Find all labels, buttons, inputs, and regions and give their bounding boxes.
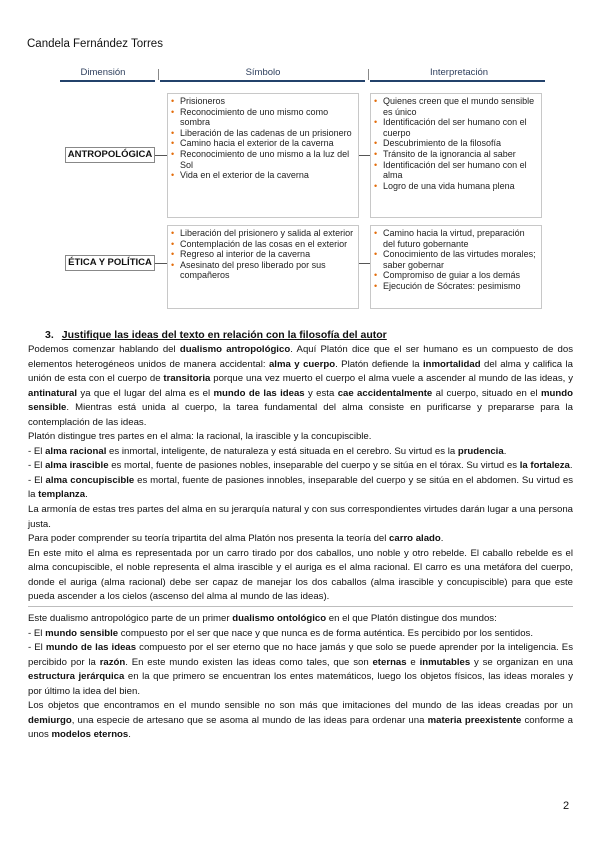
table-list-item: • Asesinato del preso liberado por sus compañeros [171,260,355,281]
table-list-item: • Tránsito de la ignorancia al saber [374,149,538,160]
text-run: en el que Platón distingue dos mundos: [326,613,497,624]
row1-interpretacion-list [374,96,538,191]
row1-simbolo-list [171,96,355,181]
table-list-item: • Regreso al interior de la caverna [171,249,355,260]
paragraph [28,627,573,642]
text-run: es inmortal, inteligente, de naturaleza y está situada en el cerebro. Su virtud es la [106,445,458,457]
connector [359,263,370,264]
text-run: . [128,729,131,741]
connector [359,155,370,156]
bold-text: inmortalidad [423,358,481,370]
text-run: Platón distingue tres partes en el alma: la racional, la irascible y la concupiscible. [28,431,372,443]
text-run: compuesto por el ser que nace y que nunca es de forma auténtica. Es percibido por los sentidos. [118,627,533,639]
bold-text: alma y cuerpo [268,358,336,370]
table-list-item: • Liberación del prisionero y salida al exterior [171,228,355,239]
bold-text: eternas [372,656,407,668]
table-list-item: • Descubrimiento de la filosofía [374,138,538,149]
dimension-etica-politica: ÉTICA Y POLÍTICA [65,255,155,271]
text-run: . Aquí Platón dice que el ser humano es un compuesto de dos elementos heterogéneos unidos de manera accidental: [28,344,573,370]
page-number: 2 [563,800,570,812]
header-rule [160,80,365,82]
bold-text: la fortaleza [519,460,570,472]
paragraph [28,459,573,474]
section-divider [28,606,573,607]
table-list-item: • Identificación del ser humano con el alma [374,160,538,181]
bold-text: prudencia [457,445,504,457]
text-run: La armonía de estas tres partes del alma en su jerarquía natural y con sus correspondientes virtudes darán lugar a una persona justa. [28,504,573,530]
author-name: Candela Fernández Torres [27,38,163,50]
text-run: conforme a unos [28,714,573,741]
text-run: - El [28,627,46,639]
text-run: Para poder comprender su teoría tripartita del alma Platón nos presenta la teoría del [28,533,390,545]
text-run: - El [28,445,46,457]
paragraph [28,612,573,627]
bold-text: cae accidentalmente [337,387,433,399]
text-run: - El [28,474,46,486]
text-run: del alma y califica la unión de esta con el cuerpo de [28,358,573,385]
table-list-item: • Prisioneros [171,96,355,107]
bold-text: transitoria [163,373,211,385]
text-run: , una especie de artesano que se asoma al mundo de las ideas para ordenar una [71,714,428,726]
table-list-item: • Vida en el exterior de la caverna [171,170,355,181]
table-list-item: • Reconocimiento de uno mismo a la luz del Sol [171,149,355,170]
table-list-item: • Camino hacia el exterior de la caverna [171,138,355,149]
section-heading [45,329,387,341]
dimension-antropologica: ANTROPOLÓGICA [65,147,155,163]
row2-simbolo-box [167,225,359,309]
paragraph [28,699,573,743]
bold-text: carro alado [389,533,441,545]
text-run: es mortal, fuente de pasiones nobles, inseparable del cuerpo y se sitúa en el tórax. Su virtud es [108,460,520,472]
text-run: y esta [304,387,338,399]
header-divider [368,69,369,80]
text-run: ya que el lugar del alma es el [77,387,214,399]
connector [155,155,167,156]
text-run: Este dualismo antropológico parte de un primer [28,613,233,624]
text-run: al cuerpo, situado en el [432,387,541,399]
header-rule [370,80,545,82]
paragraph [28,532,573,547]
bold-text: alma racional [45,445,107,457]
text-run: . En este mundo existen las ideas como tales, que son [125,656,373,668]
bold-text: inmutables [419,656,471,668]
section-title: Justifique las ideas del texto en relación con la filosofía del autor [61,329,387,341]
table-list-item: • Ejecución de Sócrates: pesimismo [374,281,538,292]
bold-text: templanza [38,489,86,501]
text-run: . [569,460,573,472]
paragraph [28,547,573,605]
paragraph [28,445,573,460]
table-list-item: • Reconocimiento de uno mismo como sombra [171,107,355,128]
header-simbolo: Símbolo [245,67,281,78]
text-run: . Platón defiende la [335,358,423,370]
connector [155,263,167,264]
text-run: porque una vez muerto el cuerpo el alma vuele a ascender al mundo de las ideas, y [210,373,573,385]
bold-text: mundo sensible [28,387,573,414]
text-run: es mortal, fuente de pasiones innobles, inseparable del cuerpo y se sitúa en el abdomen. Su virtud es la [28,474,574,501]
table-list-item: • Contemplación de las cosas en el exterior [171,239,355,250]
text-run: - El [28,642,46,654]
text-run: Los objetos que encontramos en el mundo sensible no son más que imitaciones del mundo de las ideas creadas por un [28,700,573,712]
section-number: 3. [45,329,54,341]
table-list-item: • Identificación del ser humano con el cuerpo [374,117,538,138]
header-dimension: Dimensión [80,67,126,78]
bold-text: antinatural [28,387,78,399]
row2-interpretacion-list [374,228,538,292]
bold-text: materia preexistente [427,714,522,726]
row2-simbolo-list [171,228,355,281]
paragraph [28,503,573,532]
paragraph [28,641,573,699]
text-run: compuesto por el ser eterno que no hace jamás y que solo se puede aprender por la inteligencia. Es percibido por la [28,642,573,668]
text-run: . [503,445,507,457]
table-list-item: • Quienes creen que el mundo sensible es único [374,96,538,117]
table-list-item: • Liberación de las cadenas de un prisionero [171,128,355,139]
table-list-item: • Logro de una vida humana plena [374,181,538,192]
table-list-item: • Compromiso de guiar a los demás [374,270,538,281]
row1-interpretacion-box [370,93,542,218]
table-list-item: • Conocimiento de las virtudes morales; saber gobernar [374,249,538,270]
paragraph [28,430,573,445]
table-list-item: • Camino hacia la virtud, preparación del futuro gobernante [374,228,538,249]
header-interpretacion: Interpretación [429,67,489,78]
text-run: - El [28,460,46,472]
row2-interpretacion-box [370,225,542,309]
text-run: . Mientras está unida al cuerpo, la tarea fundamental del alma consiste en purificarse y prepararse para la contemplación de las ideas. [28,402,573,428]
paragraph [28,343,573,430]
bold-text: razón [99,656,126,668]
bold-text: dualismo ontológico [232,613,327,624]
text-run: En este mito el alma es representada por un carro tirado por dos caballos, uno noble y otro rebelde. El caballo rebelde es el alma concupiscible, el noble representa el alma irascible y el auriga es el alma racional. El carro es una metáfora del cuerpo, donde el auriga (alma racional) debe ser capaz de manejar los dos caballos (alma irascible y concupiscible) para que este pueda ascender a los cielos (ascenso del alma al mundo de las ideas). [28,547,573,603]
text-run: . [440,533,444,545]
bold-text: demiurgo [28,714,72,726]
bold-text: alma concupiscible [45,474,135,486]
bold-text: mundo de las ideas [213,387,305,399]
row1-simbolo-box [167,93,359,218]
bold-text: mundo de las ideas [45,642,137,654]
bold-text: alma irascible [45,460,109,472]
header-rule [60,80,155,82]
text-run: e [406,656,420,668]
bold-text: mundo sensible [45,627,119,639]
text-run: Podemos comenzar hablando del [28,344,180,355]
bold-text: estructura jerárquica [28,671,125,683]
text-run: y se organizan en una [470,656,573,668]
bold-text: modelos eternos [51,729,129,741]
paragraph [28,474,573,503]
bold-text: dualismo antropológico [179,344,291,355]
body-text-part2 [28,612,573,743]
text-run: en la que primero se encuentran los entes matemáticos, luego los objetos físicos, las ideas morales y por último la idea del bien. [28,671,573,697]
text-run: . [85,489,88,501]
body-text-part1 [28,343,573,605]
header-divider [158,69,159,80]
